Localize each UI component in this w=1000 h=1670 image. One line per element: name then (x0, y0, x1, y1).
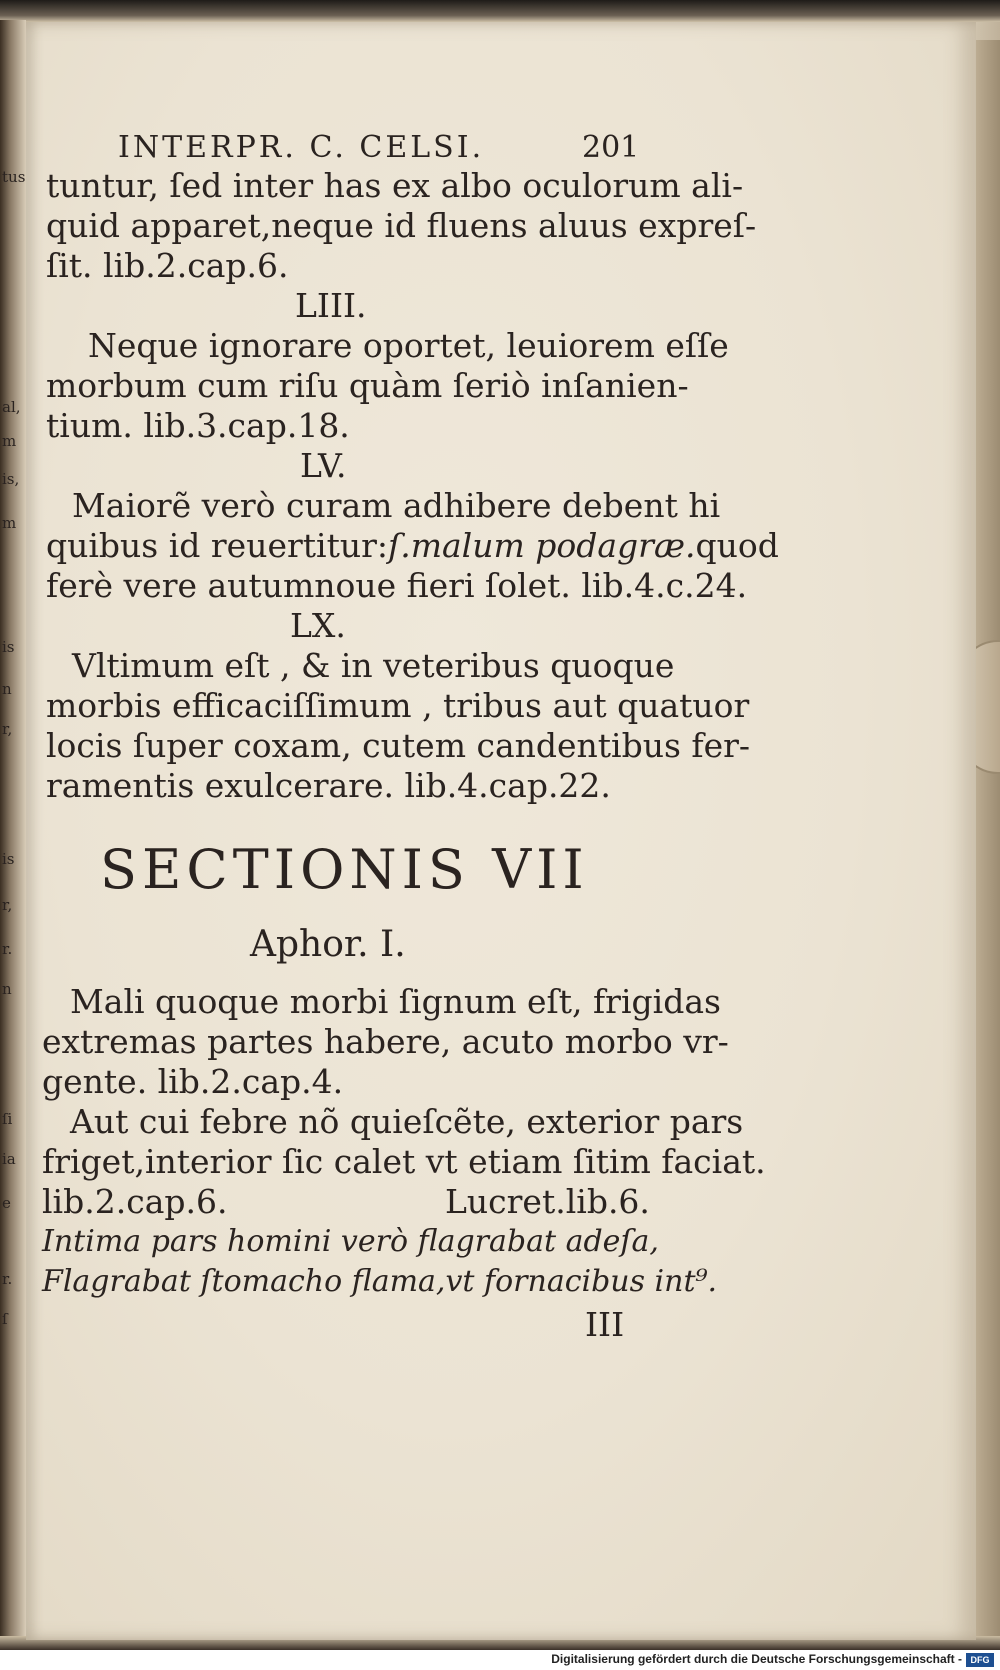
text-line: Maiorẽ verò curam adhibere debent hi (72, 486, 721, 525)
margin-fragment: n (2, 680, 12, 698)
text-line: ramentis exulcerare. lib.4.cap.22. (46, 766, 611, 805)
margin-fragment: al, (2, 398, 21, 416)
running-title: INTERPR. C. CELSI. (118, 130, 485, 165)
margin-fragment: is (2, 638, 15, 656)
verse-line: Intima pars homini verò flagrabat adeſa, (42, 1224, 659, 1259)
funding-credit: Digitalisierung gefördert durch die Deutsche Forschungsgemeinschaft - (551, 1652, 962, 1666)
text-line: locis ſuper coxam, cutem candentibus fer- (46, 726, 751, 765)
margin-fragment: ſ (2, 1310, 8, 1328)
section-number-heading: LX. (290, 606, 346, 645)
text-line: friget,interior ſic calet vt etiam ſitim faciat. (42, 1142, 766, 1181)
text-line: ferè vere autumnoue fieri ſolet. lib.4.c.24. (46, 566, 748, 605)
margin-fragment: r. (2, 940, 13, 958)
section-number-heading: LIII. (295, 286, 367, 325)
margin-fragment: n (2, 980, 12, 998)
text-line: tuntur, ſed inter has ex albo oculorum ali- (46, 166, 744, 205)
text-line (46, 526, 779, 566)
text-line: morbum cum riſu quàm ſeriò inſanien- (46, 366, 689, 405)
margin-fragment: tus (2, 168, 26, 186)
text-line: Neque ignorare oportet, leuiorem eſſe (88, 326, 729, 365)
text-line: extremas partes habere, acuto morbo vr- (42, 1022, 729, 1061)
margin-fragment: is (2, 850, 15, 868)
margin-fragment: is, (2, 470, 20, 488)
margin-fragment: m (2, 514, 17, 532)
book-top-edge (0, 0, 1000, 22)
text-line: morbis efficaciſſimum , tribus aut quatuor (46, 686, 750, 725)
margin-fragment: ia (2, 1150, 16, 1168)
dfg-logo: DFG (966, 1653, 994, 1667)
text-line: Vltimum eſt , & in veteribus quoque (72, 646, 675, 685)
margin-fragment: r. (2, 1270, 13, 1288)
text-line: Mali quoque morbi ſignum eſt, frigidas (70, 982, 721, 1021)
footer-bar (0, 1650, 1000, 1670)
text-line: tium. lib.3.cap.18. (46, 406, 350, 445)
margin-fragment: m (2, 432, 17, 450)
margin-fragment: ſi (2, 1110, 13, 1128)
margin-fragment: r, (2, 720, 13, 738)
text-span: quibus id reuertitur: (46, 526, 388, 565)
text-line: ſit. lib.2.cap.6. (46, 246, 289, 285)
margin-fragment: e (2, 1194, 11, 1212)
margin-fragment: r, (2, 896, 13, 914)
section-number-heading: LV. (300, 446, 347, 485)
verse-line: Flagrabat ſtomacho flama,vt fornacibus int⁹. (42, 1264, 718, 1299)
text-line: quid apparet,neque id fluens aluus expreſ- (46, 206, 757, 245)
text-line: Lucret.lib.6. (445, 1182, 650, 1221)
text-line: lib.2.cap.6. (42, 1182, 228, 1221)
aphorism-heading: Aphor. I. (250, 924, 406, 965)
text-line: gente. lib.2.cap.4. (42, 1062, 344, 1101)
text-span: quod (695, 526, 779, 565)
page-number: 201 (582, 130, 640, 165)
section-title: SECTIONIS VII (100, 838, 589, 901)
facing-page-strip (0, 20, 26, 1640)
italic-gloss: ſ.malum podagræ. (388, 526, 696, 565)
text-line: Aut cui febre nõ quieſcẽte, exterior pars (70, 1102, 744, 1141)
catchword: III (585, 1305, 625, 1344)
